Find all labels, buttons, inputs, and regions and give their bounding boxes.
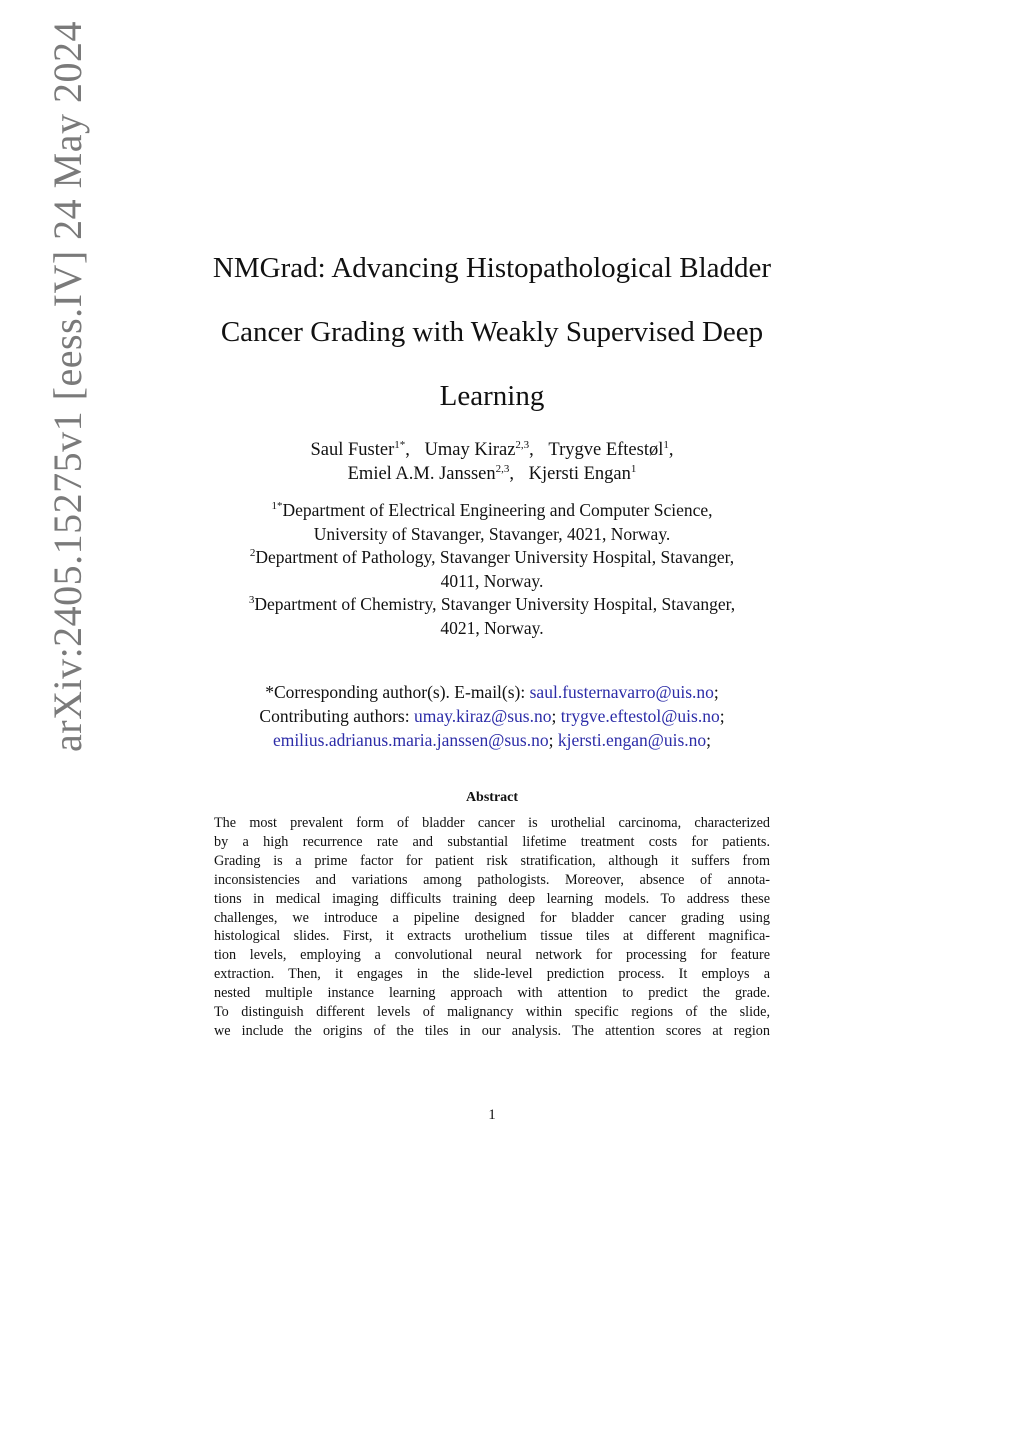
title-line: NMGrad: Advancing Histopathological Bladder: [212, 252, 772, 284]
abstract-line: Grading is a prime factor for patient risk stratification, although it suffers from: [214, 852, 770, 869]
arxiv-identifier-stamp: arXiv:2405.15275v1 [eess.IV] 24 May 2024: [45, 21, 90, 752]
author-name: Trygve Eftestøl$^1$,: [548, 439, 674, 460]
author-name: Emiel A.M. Janssen$^{2,3}$,: [347, 463, 514, 484]
author-name: Kjersti Engan$^1$: [528, 463, 637, 484]
page-number: 1: [488, 1107, 496, 1123]
corresponding-author-line: *Corresponding author(s). E-mail(s): saul.fusternavarro@uis.no;: [265, 682, 719, 702]
abstract-line: challenges, we introduce a pipeline designed for bladder cancer grading using: [214, 909, 770, 926]
author-row: [200, 462, 784, 486]
email-link[interactable]: saul.fusternavarro@uis.no: [529, 682, 714, 702]
abstract-line: by a high recurrence rate and substantial lifetime treatment costs for patients.: [214, 833, 770, 850]
title-line: Cancer Grading with Weakly Supervised Deep: [220, 316, 764, 348]
contributing-authors-line: emilius.adrianus.maria.janssen@sus.no; kjersti.engan@uis.no;: [272, 730, 712, 750]
affiliation-item: $^{1*}$Department of Electrical Engineering and Computer Science, University of Stavanger, Stavanger, 4021, Norway.: [271, 500, 713, 544]
email-link[interactable]: trygve.eftestol@uis.no: [560, 706, 720, 726]
abstract-line: tions in medical imaging difficults training deep learning models. To address these: [214, 890, 770, 907]
correspondence-block: [200, 680, 784, 752]
abstract-line: The most prevalent form of bladder cancer is urothelial carcinoma, characterized: [214, 815, 770, 831]
abstract-line: extraction. Then, it engages in the slide-level prediction process. It employs a: [214, 966, 770, 983]
author-name: Umay Kiraz$^{2,3}$,: [424, 439, 534, 460]
email-link[interactable]: kjersti.engan@uis.no: [557, 730, 707, 750]
email-link[interactable]: emilius.adrianus.maria.janssen@sus.no: [272, 730, 549, 750]
abstract-heading: Abstract: [465, 790, 519, 805]
affiliation-item: $^2$Department of Pathology, Stavanger University Hospital, Stavanger, 4011, Norway.: [249, 547, 735, 591]
paper-title: [200, 236, 784, 428]
author-name: Saul Fuster$^{1*}$,: [310, 439, 410, 460]
abstract-line: nested multiple instance learning approach with attention to predict the grade.: [214, 985, 770, 1002]
contributing-authors-line: Contributing authors: umay.kiraz@sus.no; trygve.eftestol@uis.no;: [259, 706, 725, 726]
affiliation-item: $^3$Department of Chemistry, Stavanger University Hospital, Stavanger, 4021, Norway.: [248, 594, 736, 638]
abstract-text: [214, 814, 770, 1041]
title-line: Learning: [439, 380, 545, 412]
author-row: [200, 438, 784, 462]
abstract-line: inconsistencies and variations among pathologists. Moreover, absence of annota-: [214, 871, 770, 888]
abstract-line: histological slides. First, it extracts urothelium tissue tiles at different magnifica-: [214, 928, 770, 945]
abstract-line: To distinguish different levels of malignancy within specific regions of the slide,: [214, 1004, 770, 1021]
author-list: [200, 438, 784, 486]
abstract-line: tion levels, employing a convolutional neural network for processing for feature: [214, 947, 770, 964]
email-link[interactable]: umay.kiraz@sus.no: [413, 706, 552, 726]
affiliation-list: [200, 499, 784, 640]
abstract-line: we include the origins of the tiles in our analysis. The attention scores at region: [214, 1022, 770, 1039]
